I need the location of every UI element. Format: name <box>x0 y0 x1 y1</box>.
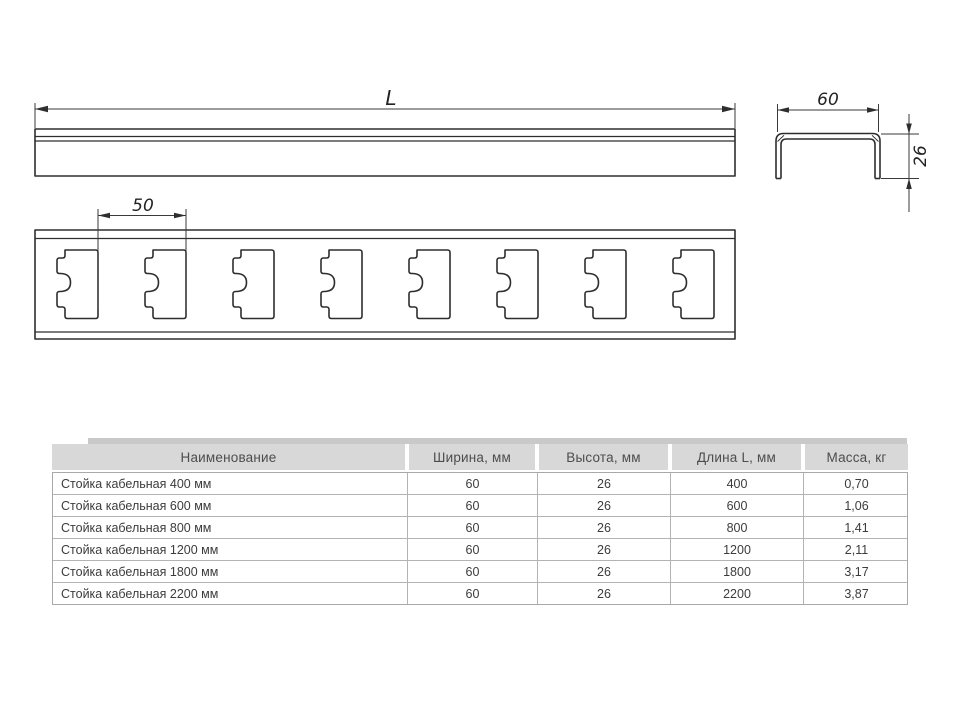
mounting-slot <box>57 250 98 319</box>
table-cell: 3,17 <box>844 564 869 579</box>
table-header-height: Высота, мм <box>537 444 670 470</box>
table-cell: 60 <box>408 583 538 604</box>
table-row <box>53 583 907 604</box>
table-cell: Стойка кабельная 800 мм <box>53 517 408 538</box>
arrowhead-left-icon <box>35 106 48 112</box>
table-header-name: Наименование <box>52 444 407 470</box>
table-cell: 1800 <box>671 561 804 582</box>
table-cell: 60 <box>408 473 538 494</box>
table-header-length: Длина L, мм <box>670 444 803 470</box>
slot-view-body <box>35 230 735 339</box>
mounting-slot <box>585 250 626 319</box>
height-label: 26 <box>911 145 931 167</box>
table-row <box>53 473 907 495</box>
spec-table <box>52 438 908 604</box>
channel-outer-contour <box>776 134 880 179</box>
table-cell: 1,06 <box>844 498 869 513</box>
table-row <box>53 517 907 539</box>
mounting-slot <box>497 250 538 319</box>
table-cell: 26 <box>538 495 671 516</box>
width-label: 60 <box>817 90 839 110</box>
arrowhead-left-icon <box>98 213 110 219</box>
slot-row <box>57 250 714 319</box>
mounting-slot <box>233 250 274 319</box>
table-cell: 3,87 <box>844 586 869 601</box>
table-body <box>52 472 908 605</box>
table-cell: 60 <box>408 495 538 516</box>
table-cell: 60 <box>408 561 538 582</box>
channel-inner-contour <box>781 139 875 179</box>
slot-view <box>35 230 735 339</box>
table-cell: 2,11 <box>844 542 869 557</box>
arrowhead-right-icon <box>174 213 186 219</box>
arrowhead-up-icon <box>906 179 912 190</box>
pitch-label: 50 <box>132 196 154 216</box>
arrowhead-left-icon <box>778 107 790 113</box>
table-cell: 2200 <box>671 583 804 604</box>
table-cell: 400 <box>671 473 804 494</box>
side-view <box>35 129 735 176</box>
table-cell: 1200 <box>671 539 804 560</box>
table-header-width: Ширина, мм <box>407 444 537 470</box>
table-cell: 26 <box>538 517 671 538</box>
table-cell: 26 <box>538 539 671 560</box>
pitch-dimension <box>98 209 186 309</box>
arrowhead-right-icon <box>722 106 735 112</box>
table-cell: 26 <box>538 583 671 604</box>
mounting-slot <box>145 250 186 319</box>
table-header-row <box>52 444 908 470</box>
cross-section-view <box>776 134 880 179</box>
table-cell: 60 <box>408 539 538 560</box>
table-row <box>53 561 907 583</box>
table-cell: 600 <box>671 495 804 516</box>
mounting-slot <box>409 250 450 319</box>
table-cell: Стойка кабельная 1800 мм <box>53 561 408 582</box>
arrowhead-right-icon <box>867 107 879 113</box>
table-cell: 1,41 <box>844 520 869 535</box>
arrowhead-down-icon <box>906 124 912 135</box>
table-cell: 0,70 <box>844 476 869 491</box>
mounting-slot <box>321 250 362 319</box>
table-cell: Стойка кабельная 600 мм <box>53 495 408 516</box>
table-cell: Стойка кабельная 1200 мм <box>53 539 408 560</box>
mounting-slot <box>673 250 714 319</box>
table-cell: 60 <box>408 517 538 538</box>
table-cell: 800 <box>671 517 804 538</box>
table-header-mass: Масса, кг <box>803 444 908 470</box>
table-cell: Стойка кабельная 2200 мм <box>53 583 408 604</box>
table-cell: Стойка кабельная 400 мм <box>53 473 408 494</box>
table-row <box>53 495 907 517</box>
length-label: L <box>385 86 397 110</box>
table-cell: 26 <box>538 561 671 582</box>
table-row <box>53 539 907 561</box>
table-cell: 26 <box>538 473 671 494</box>
